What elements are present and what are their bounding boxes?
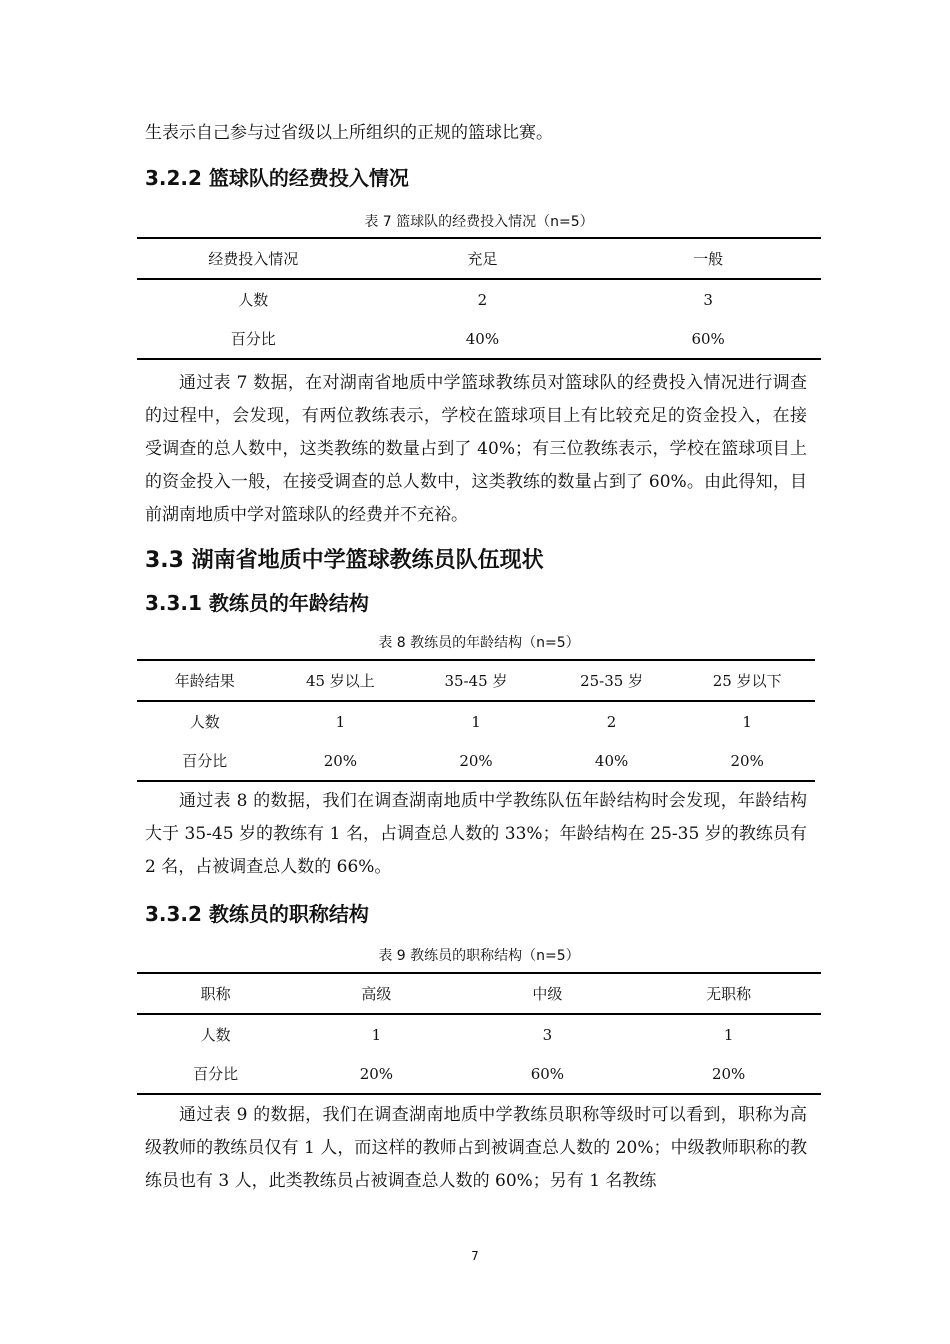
table-row (137, 1014, 821, 1054)
table-cell: 1 (742, 712, 752, 731)
table-cell: 40% (544, 741, 680, 781)
page-number: 7 (471, 1249, 479, 1263)
table-header-cell: 25-35 岁 (544, 660, 680, 701)
table-cell: 2 (606, 712, 617, 731)
table-header-row (137, 660, 815, 701)
table-cell: 20% (294, 1054, 458, 1094)
table-8-caption: 表 8 教练员的年龄结构（n=5） (378, 635, 580, 651)
section-heading-3-3-2: 3.3.2 教练员的职称结构 (145, 902, 369, 926)
table-header-cell: 充足 (370, 238, 596, 279)
table-cell: 60% (458, 1054, 636, 1094)
table-row (137, 279, 821, 319)
table-cell: 20% (273, 741, 409, 781)
table-7-discussion: 通过表 7 数据，在对湖南省地质中学篮球教练员对篮球队的经费投入情况进行调查的过程中，会发现，有两位教练表示，学校在篮球项目上有比较充足的资金投入，在接受调查的总人数中，这类教练的数量占到了 40%；有三位教练表示，学校在篮球项目上的资金投入一般，在接受调查的总人数中，这类教练的数量占到了 60%。由此得知，目前湖南地质中学对篮球队的经费并不充裕。 (145, 373, 807, 525)
table-header-cell: 高级 (294, 973, 458, 1014)
table-cell: 60% (595, 319, 821, 359)
table-cell: 1 (471, 712, 481, 731)
table-header-cell: 35-45 岁 (408, 660, 544, 701)
table-cell: 百分比 (137, 1054, 294, 1094)
table-9-discussion: 通过表 9 的数据，我们在调查湖南地质中学教练员职称等级时可以看到，职称为高级教师的教练员仅有 1 人，而这样的教师占到被调查总人数的 20%；中级教师职称的教练员也有 3 人，此类教练员占被调查总人数的 60%；另有 1 名教练 (145, 1105, 807, 1191)
table-row (137, 319, 821, 359)
table-7 (137, 237, 821, 360)
table-header-cell: 中级 (458, 973, 636, 1014)
table-8-discussion: 通过表 8 的数据，我们在调查湖南地质中学教练队伍年龄结构时会发现，年龄结构大于 35-45 岁的教练有 1 名，占调查总人数的 33%；年龄结构在 25-35 岁的教练员有 2 名，占被调查总人数的 66%。 (145, 791, 807, 877)
table-cell: 1 (371, 1025, 382, 1044)
table-cell: 人数 (238, 291, 269, 309)
table-cell: 百分比 (137, 319, 370, 359)
table-cell: 2 (477, 290, 488, 309)
table-header-cell: 职称 (137, 973, 294, 1014)
table-cell: 人数 (189, 713, 220, 731)
table-cell: 3 (542, 1025, 553, 1044)
table-cell: 1 (723, 1025, 734, 1044)
table-8 (137, 659, 815, 782)
table-header-cell: 45 岁以上 (273, 660, 409, 701)
table-row (137, 1054, 821, 1094)
table-cell: 1 (335, 712, 346, 731)
table-header-row (137, 238, 821, 279)
table-row (137, 701, 815, 741)
table-header-cell: 25 岁以下 (679, 660, 815, 701)
table-cell: 人数 (200, 1026, 231, 1044)
table-cell: 20% (636, 1054, 821, 1094)
table-header-row (137, 973, 821, 1014)
table-header-cell: 无职称 (636, 973, 821, 1014)
table-cell: 3 (703, 290, 713, 309)
section-heading-3-2-2: 3.2.2 篮球队的经费投入情况 (145, 166, 409, 190)
section-heading-3-3: 3.3 湖南省地质中学篮球教练员队伍现状 (145, 548, 544, 573)
table-cell: 20% (408, 741, 544, 781)
section-heading-3-3-1: 3.3.1 教练员的年龄结构 (145, 591, 369, 615)
table-9 (137, 972, 821, 1095)
table-cell: 20% (679, 741, 815, 781)
table-cell: 40% (370, 319, 596, 359)
table-9-caption: 表 9 教练员的职称结构（n=5） (378, 948, 580, 964)
table-cell: 百分比 (137, 741, 273, 781)
table-row (137, 741, 815, 781)
table-header-cell: 经费投入情况 (137, 238, 370, 279)
table-7-caption: 表 7 篮球队的经费投入情况（n=5） (364, 214, 594, 230)
intro-paragraph: 生表示自己参与过省级以上所组织的正规的篮球比赛。 (145, 123, 553, 143)
table-header-cell: 一般 (595, 238, 821, 279)
table-header-cell: 年龄结果 (137, 660, 273, 701)
